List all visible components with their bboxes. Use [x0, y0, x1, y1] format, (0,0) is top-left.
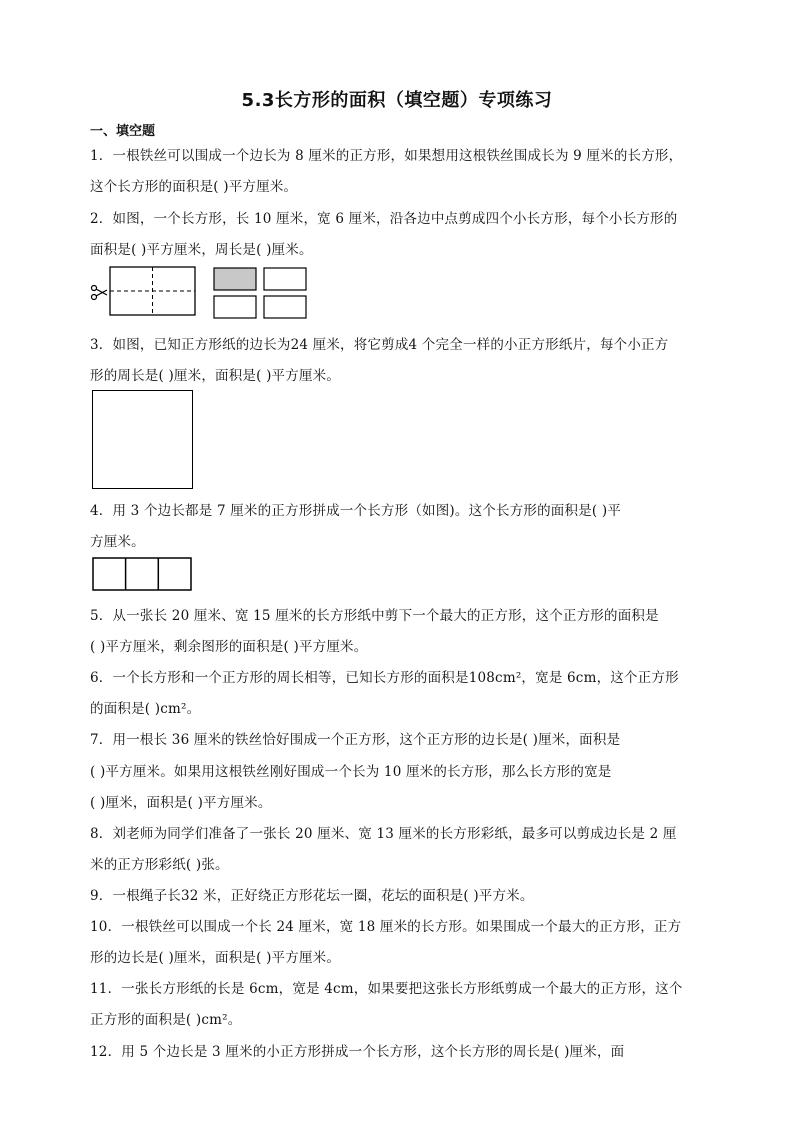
question-6-line-1: 6．一个长方形和一个正方形的周长相等，已知长方形的面积是108cm²，宽是 6cm，这个正方形	[90, 670, 679, 686]
question-3-line-2: 形的周长是( )厘米，面积是( )平方厘米。	[90, 368, 341, 384]
question-1-line-2: 这个长方形的面积是( )平方厘米。	[90, 179, 298, 195]
section-heading: 一、填空题	[90, 124, 156, 139]
question-12-line-1: 12．用 5 个边长是 3 厘米的小正方形拼成一个长方形，这个长方形的周长是( )厘米，面	[90, 1044, 625, 1060]
question-4-line-1: 4．用 3 个边长都是 7 厘米的正方形拼成一个长方形（如图)。这个长方形的面积是( )平	[90, 503, 622, 519]
question-7-line-1: 7．用一根长 36 厘米的铁丝恰好围成一个正方形，这个正方形的边长是( )厘米，面积是	[90, 732, 621, 748]
question-11-line-2: 正方形的面积是( )cm²。	[90, 1012, 242, 1028]
question-5-line-1: 5．从一张长 20 厘米、宽 15 厘米的长方形纸中剪下一个最大的正方形，这个正方形的面积是	[90, 608, 659, 624]
question-10-line-2: 形的边长是( )厘米，面积是( )平方厘米。	[90, 950, 341, 966]
question-11-line-1: 11．一张长方形纸的长是 6cm，宽是 4cm，如果要把这张长方形纸剪成一个最大的正方形，这个	[90, 981, 683, 997]
question-8-line-1: 8．刘老师为同学们准备了一张长 20 厘米、宽 13 厘米的长方形彩纸，最多可以剪成边长是 2 厘	[90, 826, 677, 842]
question-7-line-2: ( )平方厘米。如果用这根铁丝刚好围成一个长为 10 厘米的长方形，那么长方形的宽是	[90, 764, 612, 780]
question-10-line-1: 10．一根铁丝可以围成一个长 24 厘米，宽 18 厘米的长方形。如果围成一个最大的正方形，正方	[90, 919, 682, 935]
question-7-line-3: ( )厘米，面积是( )平方厘米。	[90, 795, 272, 811]
question-3-square-figure	[92, 390, 193, 489]
question-2-figure	[90, 266, 320, 320]
question-4-line-2: 方厘米。	[90, 534, 145, 550]
question-3-line-1: 3．如图，已知正方形纸的边长为24 厘米，将它剪成4 个完全一样的小正方形纸片，每个小正方	[90, 337, 669, 353]
question-2-line-1: 2．如图，一个长方形，长 10 厘米，宽 6 厘米，沿各边中点剪成四个小长方形，每个小长方形的	[90, 211, 678, 227]
rectangle-cut-diagram	[90, 266, 320, 320]
question-5-line-2: ( )平方厘米，剩余图形的面积是( )平方厘米。	[90, 639, 368, 655]
scissors-icon	[92, 286, 108, 300]
question-2-line-2: 面积是( )平方厘米，周长是( )厘米。	[90, 242, 313, 258]
question-9-line-1: 9．一根绳子长32 米，正好绕正方形花坛一圈，花坛的面积是( )平方米。	[90, 888, 534, 904]
question-1-line-1: 1．一根铁丝可以围成一个边长为 8 厘米的正方形，如果想用这根铁丝围成长为 9 厘米的长方形，	[90, 148, 683, 164]
question-6-line-2: 的面积是( )cm²。	[90, 701, 201, 717]
question-4-three-squares-figure	[92, 557, 192, 591]
page-title: 5.3长方形的面积（填空题）专项练习	[241, 90, 553, 111]
question-8-line-2: 米的正方形彩纸( )张。	[90, 857, 229, 873]
